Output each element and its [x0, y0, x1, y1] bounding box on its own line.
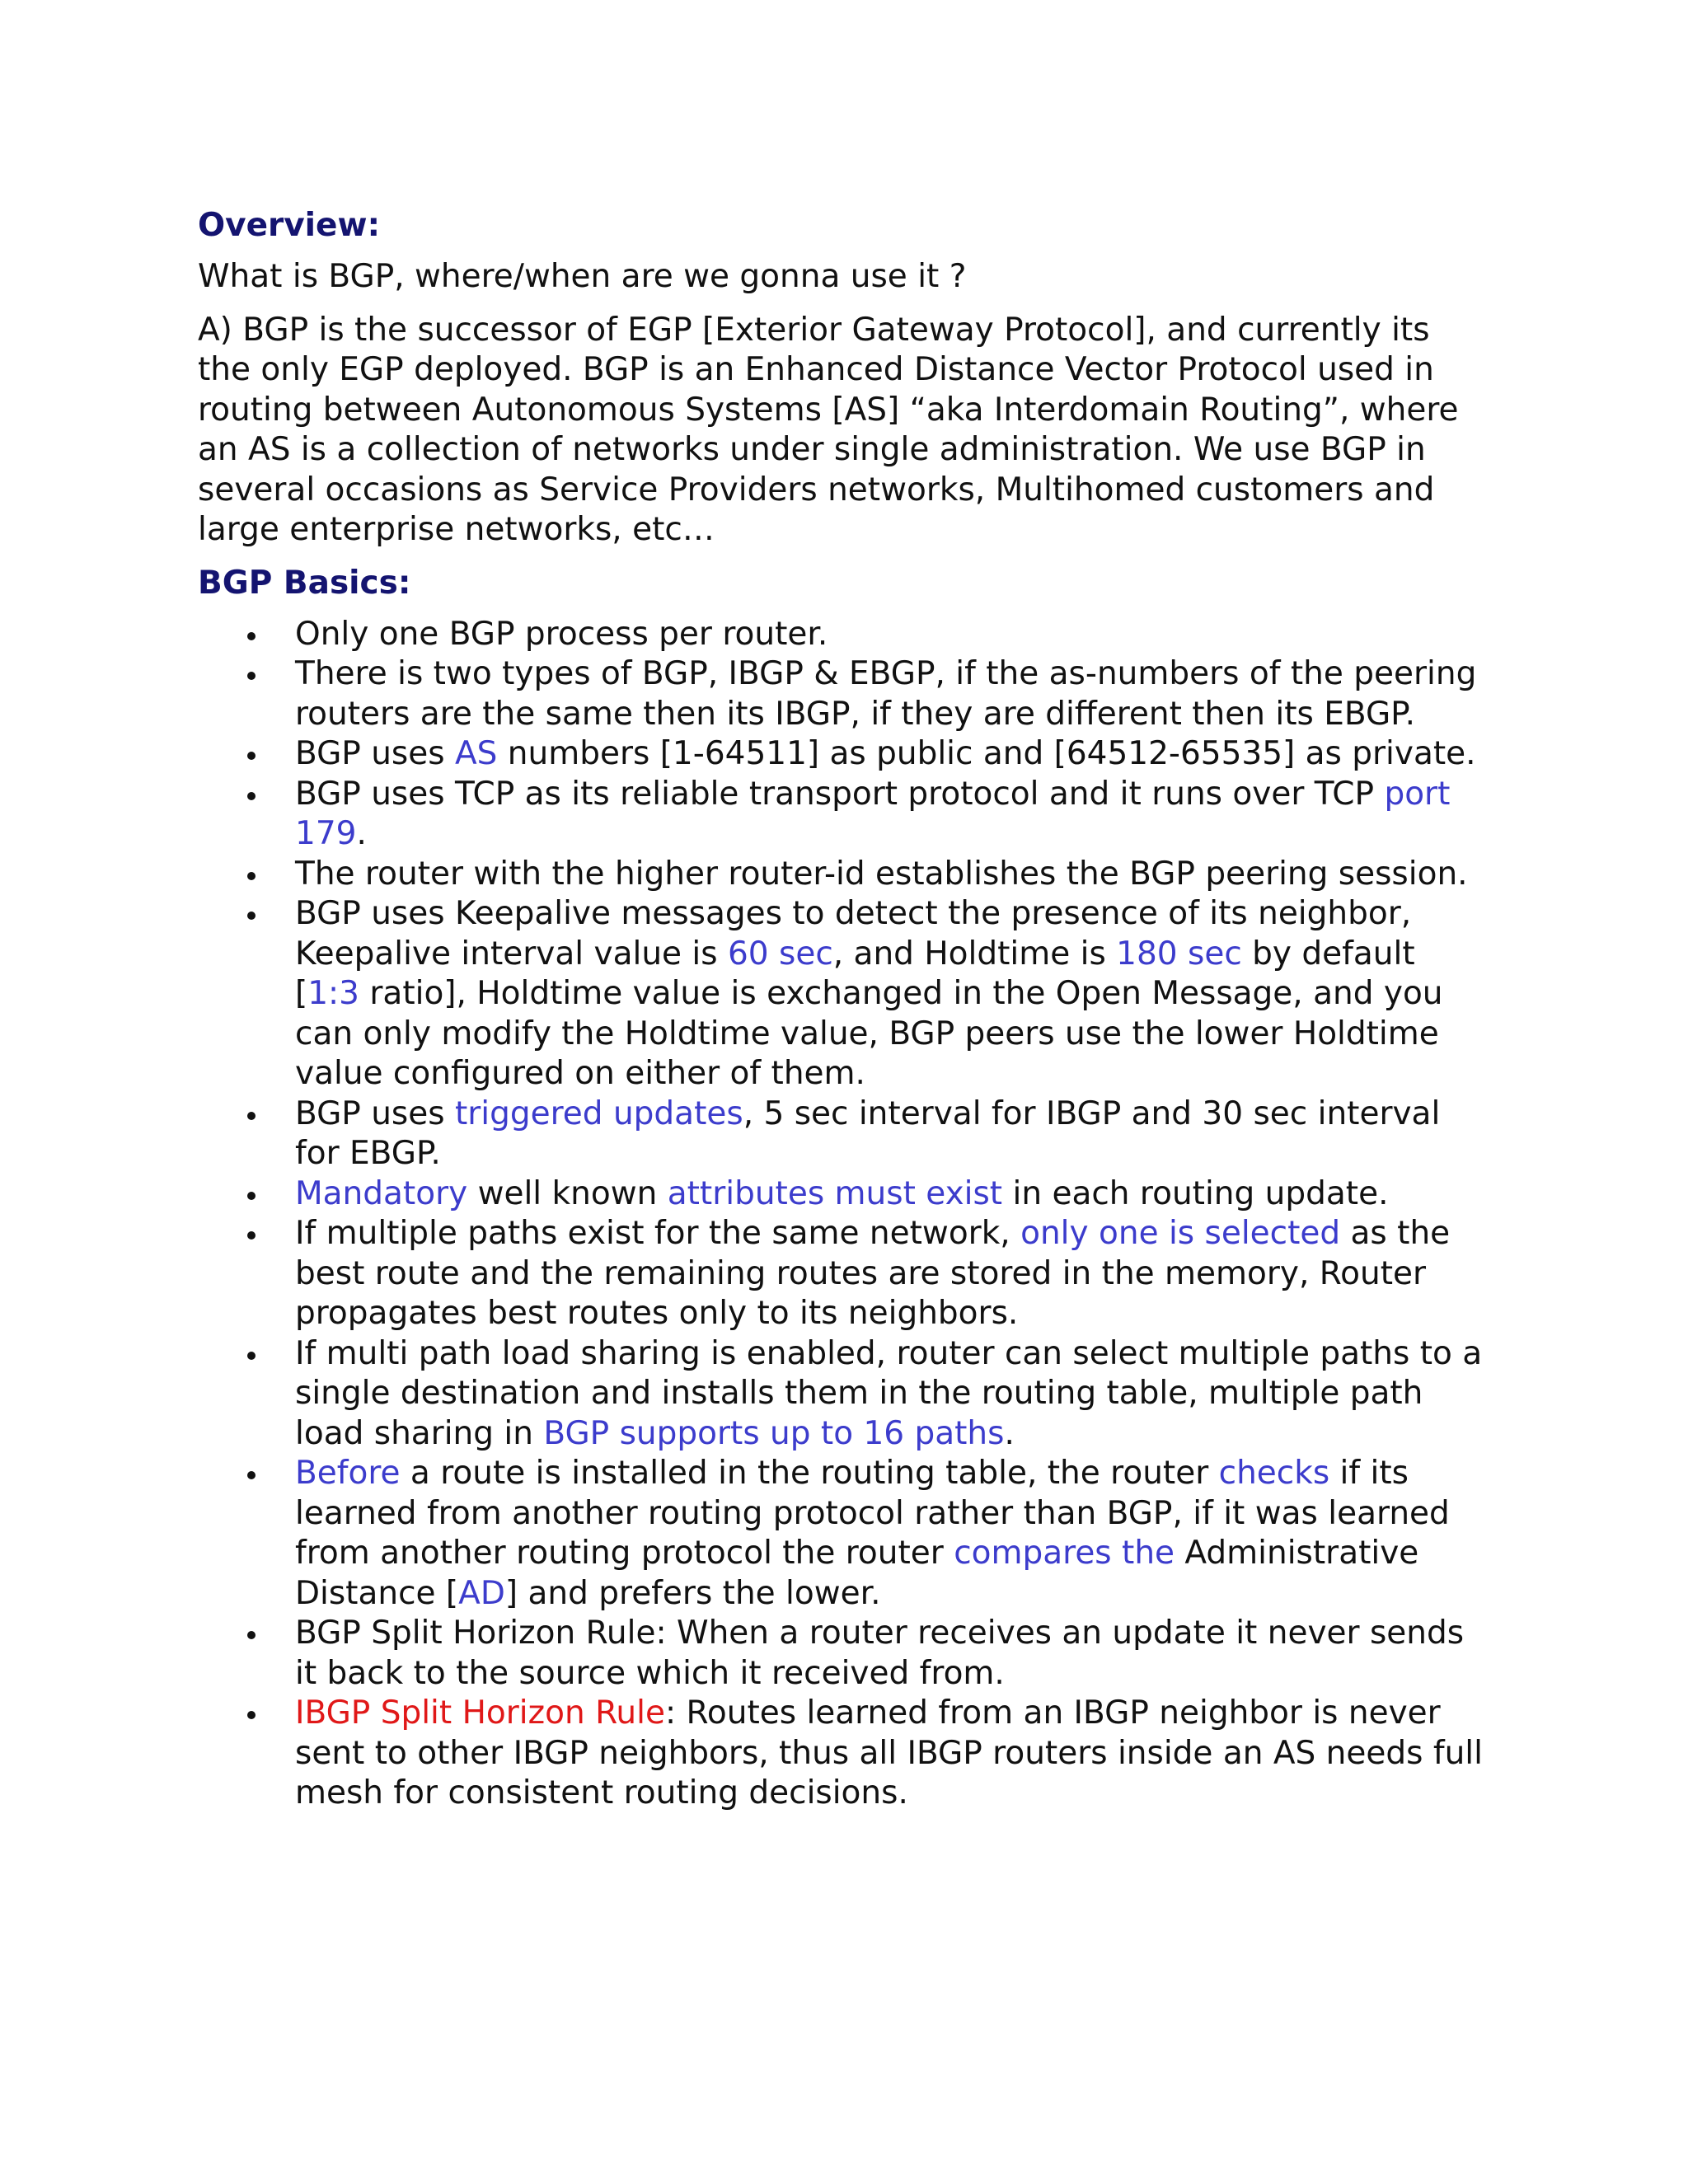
bullet-text: Only one BGP process per router. [295, 615, 828, 653]
bullet-text: : Routes learned from an IBGP neighbor is never sent to other IBGP neighbors, thus all IBGP routers inside an AS needs full mesh for consistent routing decisions. [295, 1694, 1483, 1811]
bullet-text: a route is installed in the routing table, the router [400, 1455, 1219, 1492]
bullet-text: Administrative Distance [ [295, 1535, 1419, 1612]
bullet-dot-icon [247, 1631, 256, 1639]
bullet-text: BGP uses Keepalive messages to detect the presence of its neighbor, Keepalive interval value is [295, 895, 1412, 972]
highlighted-text: Before [295, 1455, 401, 1492]
alert-text: IBGP Split Horizon Rule [295, 1694, 665, 1732]
bullet-item [198, 615, 1484, 655]
bullet-dot-icon [247, 872, 256, 880]
highlighted-text: AD [458, 1574, 505, 1612]
bullet-dot-icon [247, 672, 256, 680]
bullet-dot-icon [247, 1471, 256, 1479]
bullet-text: well known [467, 1174, 668, 1212]
bullet-text: numbers [1-64511] as public and [64512-65535] as private. [497, 735, 1476, 772]
bullet-text: if its learned from another routing protocol rather than BGP, if it was learned from another routing protocol the router [295, 1455, 1450, 1572]
bgp-basics-list [198, 615, 1484, 1814]
bullet-dot-icon [247, 752, 256, 760]
bullet-item [198, 855, 1484, 895]
highlighted-text: checks [1218, 1455, 1330, 1492]
bullet-text: The router with the higher router-id establishes the BGP peering session. [295, 855, 1468, 893]
bullet-text: ] and prefers the lower. [504, 1574, 881, 1612]
bullet-dot-icon [247, 1711, 256, 1719]
highlighted-text: port 179 [295, 775, 1451, 852]
overview-question: What is BGP, where/when are we gonna use it ? [198, 258, 967, 295]
bullet-text: BGP uses [295, 735, 455, 772]
bullet-text: . [356, 815, 367, 852]
highlighted-text: Mandatory [295, 1174, 468, 1212]
highlighted-text: only one is selected [1020, 1215, 1341, 1252]
bullet-text: , and Holdtime is [832, 935, 1117, 972]
document-body [198, 206, 1484, 1814]
bullet-text: by default [ [295, 935, 1415, 1012]
highlighted-text: attributes must exist [667, 1174, 1003, 1212]
overview-answer: A) BGP is the successor of EGP [Exterior Gateway Protocol], and currently its the only EGP deployed. BGP is an Enhanced Distance Vector Protocol used in routing between Autonomous Systems [AS] “aka Interdomain Routing”, where an AS is a collection of networks under single administration. We use BGP in several occasions as Service Providers networks, Multihomed customers and large enterprise networks, etc… [198, 311, 1459, 548]
bullet-item [198, 894, 1484, 1094]
bullet-text: There is two types of BGP, IBGP & EBGP, if the as-numbers of the peering routers are the same then its IBGP, if they are different then its EBGP. [295, 655, 1477, 733]
bullet-item [198, 1214, 1484, 1334]
bullet-text: BGP uses TCP as its reliable transport protocol and it runs over TCP [295, 775, 1385, 813]
highlighted-text: 180 sec [1116, 935, 1242, 972]
bullet-item [198, 1614, 1484, 1694]
bgp-basics-heading: BGP Basics: [198, 564, 411, 602]
bullet-dot-icon [247, 1112, 256, 1120]
bullet-text: as the best route and the remaining routes are stored in the memory, Router propagates best routes only to its neighbors. [295, 1215, 1451, 1332]
bullet-item [198, 1334, 1484, 1455]
overview-heading: Overview: [198, 207, 381, 244]
bullet-item [198, 775, 1484, 855]
bullet-dot-icon [247, 1192, 256, 1200]
bullet-dot-icon [247, 912, 256, 920]
bullet-item [198, 1094, 1484, 1174]
highlighted-text: BGP supports up to 16 paths [543, 1414, 1005, 1452]
highlighted-text: compares the [954, 1535, 1175, 1572]
bullet-item [198, 734, 1484, 775]
bullet-text: BGP Split Horizon Rule: When a router receives an update it never sends it back to the source which it received from. [295, 1615, 1465, 1692]
bullet-text: If multi path load sharing is enabled, router can select multiple paths to a single destination and installs them in the routing table, multiple path load sharing in [295, 1334, 1483, 1452]
bullet-dot-icon [247, 1231, 256, 1240]
bullet-text: , 5 sec interval for IBGP and 30 sec interval for EBGP. [295, 1094, 1441, 1172]
highlighted-text: triggered updates [454, 1094, 743, 1132]
bullet-text: ratio], Holdtime value is exchanged in the Open Message, and you can only modify the Holdtime value, BGP peers use the lower Holdtime value configured on either of them. [295, 975, 1443, 1092]
bullet-text: . [1004, 1414, 1015, 1452]
bullet-dot-icon [247, 632, 256, 640]
bullet-dot-icon [247, 1352, 256, 1360]
bullet-text: If multiple paths exist for the same network, [295, 1215, 1021, 1252]
bullet-item [198, 654, 1484, 734]
bullet-item [198, 1454, 1484, 1614]
highlighted-text: 1:3 [307, 975, 359, 1012]
bullet-text: BGP uses [295, 1094, 455, 1132]
bullet-item [198, 1694, 1484, 1814]
highlighted-text: 60 sec [727, 935, 833, 972]
highlighted-text: AS [454, 735, 498, 772]
bullet-text: in each routing update. [1002, 1174, 1389, 1212]
bullet-item [198, 1174, 1484, 1215]
bullet-dot-icon [247, 792, 256, 800]
